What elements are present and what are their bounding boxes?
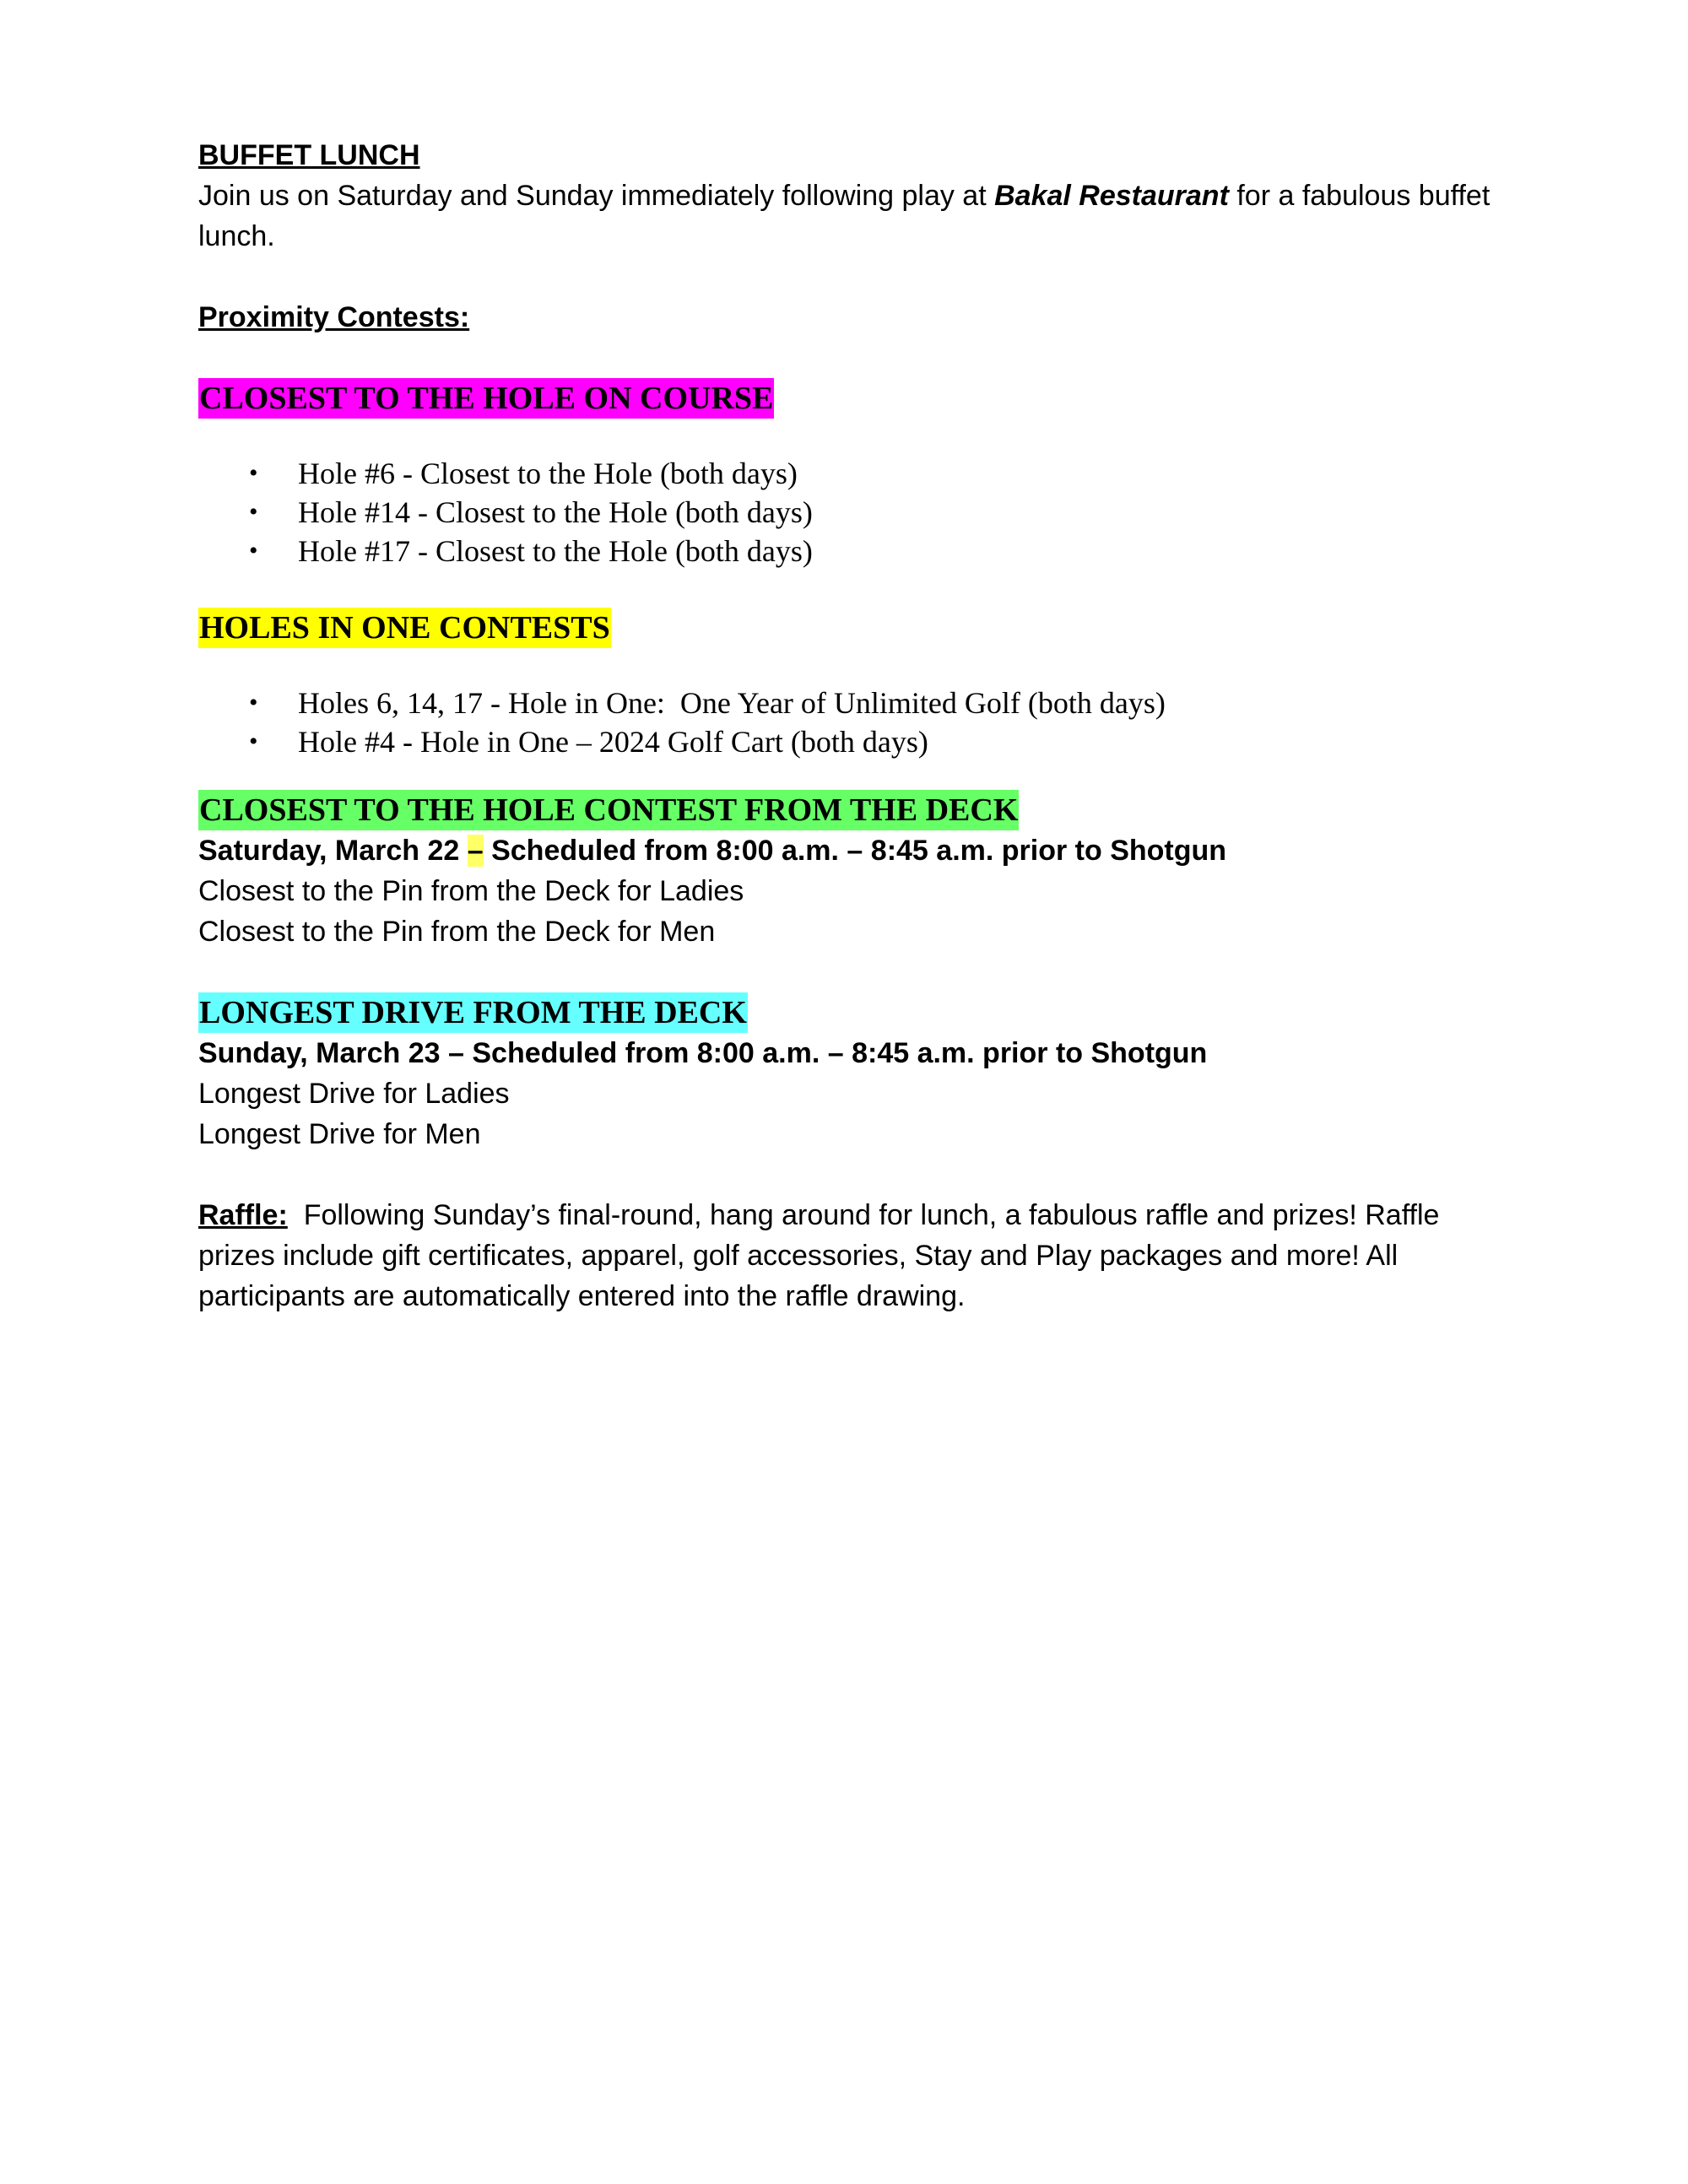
closest-course-heading: CLOSEST TO THE HOLE ON COURSE [198, 378, 774, 419]
list-item [249, 454, 1515, 493]
schedule-dash: – [467, 835, 484, 867]
holes-in-one-heading: HOLES IN ONE CONTESTS [198, 608, 611, 648]
bullet-icon: • [249, 459, 258, 487]
list-item-text: Holes 6, 14, 17 - Hole in One: One Year of Unlimited Golf (both days) [298, 686, 1166, 720]
restaurant-name: Bakal Restaurant [994, 180, 1229, 212]
buffet-heading: BUFFET LUNCH [198, 139, 420, 171]
holes-in-one-section [198, 608, 1515, 761]
list-item-text: Hole #14 - Closest to the Hole (both days) [298, 495, 813, 529]
list-item-text: Hole #6 - Closest to the Hole (both days) [298, 457, 798, 490]
list-item-text: Hole #4 - Hole in One – 2024 Golf Cart (both days) [298, 725, 928, 759]
closest-deck-schedule [198, 830, 1515, 871]
proximity-heading: Proximity Contests: [198, 301, 470, 333]
bullet-icon: • [249, 727, 258, 755]
schedule-time: Scheduled from 8:00 a.m. – 8:45 a.m. prior to Shotgun [483, 835, 1227, 867]
longest-drive-section [198, 992, 1515, 1154]
schedule-date: Saturday, March 22 [198, 835, 468, 867]
longest-drive-schedule: Sunday, March 23 – Scheduled from 8:00 a.m. – 8:45 a.m. prior to Shotgun [198, 1037, 1208, 1069]
longest-drive-line: Longest Drive for Men [198, 1118, 481, 1150]
raffle-section [198, 1195, 1515, 1316]
document-page [198, 135, 1515, 1316]
list-item-text: Hole #17 - Closest to the Hole (both days) [298, 534, 813, 568]
buffet-text-before: Join us on Saturday and Sunday immediately following play at [198, 180, 995, 212]
buffet-text-after: for a fabulous buffet lunch. [198, 180, 1491, 252]
holes-in-one-list [198, 684, 1515, 761]
longest-drive-heading: LONGEST DRIVE FROM THE DECK [198, 992, 748, 1033]
closest-deck-heading: CLOSEST TO THE HOLE CONTEST FROM THE DECK [198, 790, 1019, 830]
closest-deck-line: Closest to the Pin from the Deck for Men [198, 916, 716, 948]
closest-course-section [198, 378, 1515, 570]
closest-deck-line: Closest to the Pin from the Deck for Ladies [198, 875, 744, 907]
bullet-icon: • [249, 689, 258, 716]
list-item [249, 684, 1515, 722]
buffet-section [198, 135, 1515, 257]
list-item [249, 493, 1515, 532]
bullet-icon: • [249, 537, 258, 565]
list-item [249, 532, 1515, 570]
raffle-label: Raffle: [198, 1199, 288, 1231]
list-item [249, 722, 1515, 761]
bullet-icon: • [249, 498, 258, 526]
longest-drive-line: Longest Drive for Ladies [198, 1078, 510, 1110]
closest-course-list [198, 454, 1515, 570]
closest-deck-section [198, 790, 1515, 952]
raffle-text: Following Sunday’s final-round, hang around for lunch, a fabulous raffle and prizes! Raffle prizes include gift certificates, apparel, golf accessories, Stay and Play packages and more! All participants are automatically entered into the raffle drawing. [198, 1199, 1447, 1312]
